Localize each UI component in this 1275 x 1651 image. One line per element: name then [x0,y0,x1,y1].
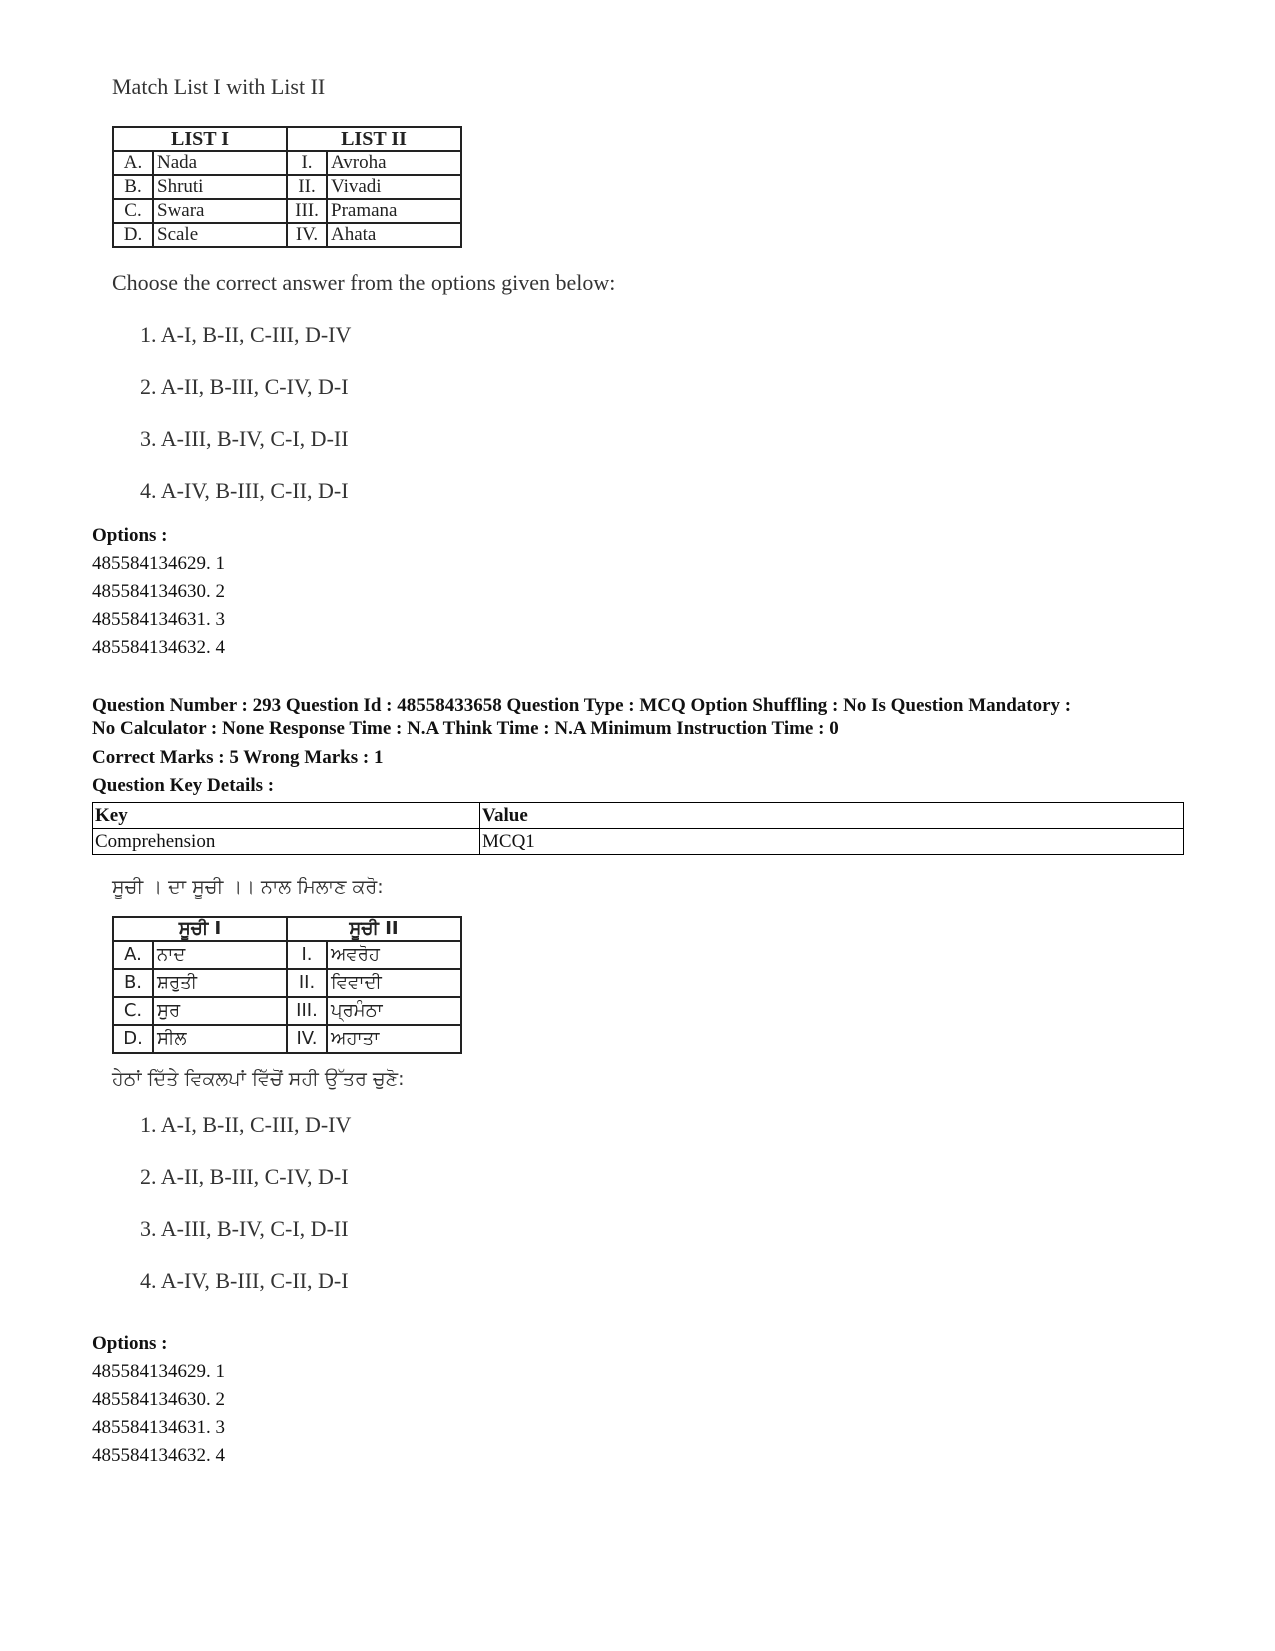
option-id: 485584134632. 4 [92,637,225,658]
table-row: A. ਨਾਦ I. ਅਵਰੋਹ [113,941,461,969]
list-ii-header: LIST II [287,127,461,151]
key-details-label: Question Key Details : [92,775,275,796]
options-list [92,522,225,662]
marks-line: Correct Marks : 5 Wrong Marks : 1 Question Key Details : [92,744,383,800]
option-id: 485584134632. 4 [92,1445,225,1466]
choose-instruction: Choose the correct answer from the options given below: [112,270,616,295]
answer-option: 3. A-III, B-IV, C-I, D-II [140,1216,349,1241]
answer-option: 2. A-II, B-III, C-IV, D-I [140,374,349,399]
question-meta-line: No Calculator : None Response Time : N.A Think Time : N.A Minimum Instruction Time : 0 [92,718,839,739]
table-row: C. Swara III. Pramana [113,199,461,223]
key-header: Key [93,803,480,829]
table-row: A. Nada I. Avroha [113,151,461,175]
answer-option: 1. A-I, B-II, C-III, D-IV [140,1112,352,1137]
question-prompt: Match List I with List II [112,74,326,99]
question-prompt: ਸੂਚੀ । ਦਾ ਸੂਚੀ ।। ਨਾਲ ਮਿਲਾਣ ਕਰੋ: [112,876,384,898]
question-metadata [92,694,1071,740]
question-image-punjabi [112,876,462,1294]
option-id: 485584134631. 3 [92,609,225,630]
option-id: 485584134629. 1 [92,553,225,574]
choose-instruction: ਹੇਠਾਂ ਦਿੱਤੇ ਵਿਕਲਪਾਂ ਵਿੱਚੋਂ ਸਹੀ ਉੱਤਰ ਚੁਣੋ: [112,1068,405,1090]
match-table [112,916,462,1054]
answer-option: 3. A-III, B-IV, C-I, D-II [140,426,349,451]
option-id: 485584134631. 3 [92,1417,225,1438]
table-row: C. ਸੁਰ III. ਪ੍ਰਮੰਠਾ [113,997,461,1025]
options-label: Options : [92,1333,168,1354]
options-list [92,1330,225,1470]
question-meta-line: Question Number : 293 Question Id : 48558433658 Question Type : MCQ Option Shuffling : No Is Question Mandatory : [92,695,1072,716]
match-table [112,126,462,248]
option-id: 485584134630. 2 [92,1389,225,1410]
list-i-header: ਸੂਚੀ I [113,917,287,941]
table-row: D. ਸੀਲ IV. ਅਹਾਤਾ [113,1025,461,1053]
answer-option: 4. A-IV, B-III, C-II, D-I [140,1268,349,1293]
answer-option: 4. A-IV, B-III, C-II, D-I [140,478,349,503]
answer-option: 2. A-II, B-III, C-IV, D-I [140,1164,349,1189]
table-row: B. ਸ਼ਰੁਤੀ II. ਵਿਵਾਦੀ [113,969,461,997]
options-label: Options : [92,525,168,546]
table-row: Comprehension MCQ1 [93,829,1184,855]
list-i-header: LIST I [113,127,287,151]
value-header: Value [480,803,1184,829]
table-row: B. Shruti II. Vivadi [113,175,461,199]
list-ii-header: ਸੂਚੀ II [287,917,461,941]
key-details-table [92,802,1184,855]
answer-option: 1. A-I, B-II, C-III, D-IV [140,322,352,347]
question-image-english [112,74,615,504]
option-id: 485584134630. 2 [92,581,225,602]
table-row: D. Scale IV. Ahata [113,223,461,247]
option-id: 485584134629. 1 [92,1361,225,1382]
